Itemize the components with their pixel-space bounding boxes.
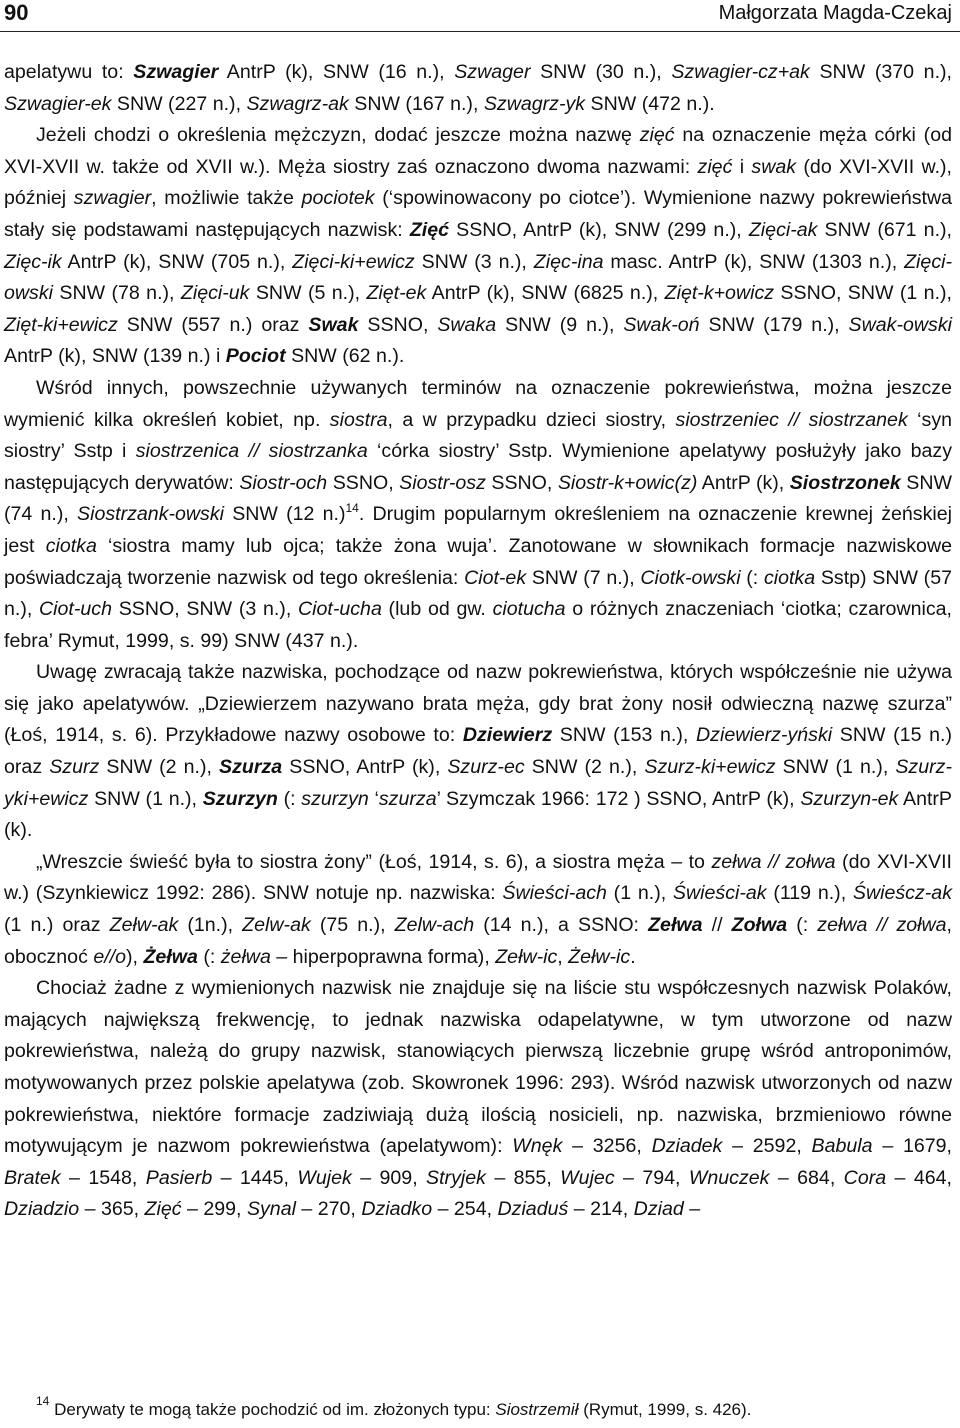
italic-term: Szurzyn-ek <box>800 787 899 810</box>
bold-italic-term: Szwagier <box>133 61 219 83</box>
italic-term: ciotucha <box>492 598 566 621</box>
italic-term: Zięt-k+owicz <box>664 282 775 305</box>
italic-term: Ciotk-owski <box>640 566 741 589</box>
text-run: – 214, <box>568 1198 634 1221</box>
footnote <box>36 1394 936 1422</box>
paragraph <box>4 120 952 373</box>
running-head-author: Małgorzata Magda-Czekaj <box>718 2 952 24</box>
italic-term: Swak-oń <box>623 313 700 336</box>
text-run: SNW (3 n.), <box>414 250 534 273</box>
body-text <box>4 57 952 1226</box>
italic-term: Siostrzemił <box>495 1400 579 1419</box>
paragraph <box>4 973 952 1226</box>
text-run: SNW (2 n.), <box>524 756 645 779</box>
italic-term: Siostrzank-owski <box>77 503 225 526</box>
text-run: Chociaż żadne z wymienionych nazwisk nie znajduje się na liście stu współczesnych nazwisk Polaków, mających największą frekwencję, to jednak nazwiska odapelatywne, w tym utworzone od nazw pokrewieństwa, należą do grupy nazwisk, stanowiących pierwszą liczebnie grupę wśród antroponimów, motywowanych przez polskie apelatywa (zob. Skowronek 1996: 293). Wśród nazwisk utworzonych od nazw pokrewieństwa, niektóre formacje zadziwiają dużą ilością nosicieli, np. nazwiska, brzmieniowo równe motywującym je nazwom pokrewieństwa (apelatywom): <box>4 977 952 1158</box>
text-run: – 855, <box>485 1166 561 1189</box>
text-run: ’ Szymczak 1966: 172 ) SSNO, AntrP (k), <box>436 787 801 810</box>
text-run: (1 n.), <box>606 882 673 905</box>
italic-term: zełwa // zołwa <box>817 914 947 937</box>
italic-term: Stryjek <box>426 1166 486 1189</box>
italic-term: Swak-owski <box>848 313 952 336</box>
italic-term: Szurz <box>49 756 100 779</box>
text-run: SNW (12 n.) <box>224 503 346 526</box>
text-run: ), <box>126 945 144 968</box>
text-run: – 684, <box>769 1166 844 1189</box>
text-run: – 2592, <box>722 1135 812 1158</box>
paragraph <box>4 657 952 847</box>
paragraph <box>4 847 952 973</box>
text-run: ‘syn siostry’ Sstp i <box>4 408 953 463</box>
italic-term: Zięc-ik <box>4 250 62 273</box>
text-run: SSNO, AntrP (k), <box>282 756 448 779</box>
text-run: Wśród innych, powszechnie używanych terminów na oznaczenie pokrewieństwa, można jeszcze wymienić kilka określeń kobiet, np. <box>4 376 952 431</box>
italic-term: Szurz-ec <box>447 756 525 779</box>
italic-term: ciotka <box>763 566 816 589</box>
italic-term: Zelw-ach <box>394 914 475 937</box>
italic-term: Zięci-ki+ewicz <box>292 250 415 273</box>
text-run: AntrP (k). <box>4 787 953 842</box>
text-run: (: <box>197 945 221 968</box>
text-run: , a w przypadku dzieci siostry, <box>387 408 676 431</box>
text-run: . Drugim popularnym określeniem na oznaczenie krewnej żeńskiej jest <box>4 503 952 557</box>
italic-term: Wnęk <box>512 1135 563 1158</box>
italic-term: Ciot-ucha <box>297 598 382 621</box>
italic-term: zięć <box>697 155 733 178</box>
text-run: (lub od gw. <box>381 598 493 621</box>
text-run: (1n.), <box>178 914 243 937</box>
page-header <box>0 0 960 30</box>
italic-term: Dziadko <box>361 1198 433 1221</box>
text-run: (do XVI-XVII w.) (Szynkiewicz 1992: 286). SNW notuje np. nazwiska: <box>4 850 953 905</box>
text-run: ‘siostra mamy lub ojca; także żona wuja’. Zanotowane w słownikach formacje nazwiskowe poświadczają tworzenie nazwisk od tego określenia: <box>4 534 952 589</box>
text-run: apelatywu to: <box>4 61 134 83</box>
italic-term: Ciot-uch <box>39 598 112 621</box>
italic-term: zięć <box>639 124 675 147</box>
text-run: (do XVI-XVII w.), później <box>4 155 953 210</box>
bold-italic-term: Dziewierz <box>462 724 553 747</box>
italic-term: swak <box>751 155 797 178</box>
italic-term: żełwa <box>220 945 271 968</box>
italic-term: Świeści-ach <box>502 882 607 905</box>
text-run: SNW (179 n.), <box>699 313 849 336</box>
text-run: (1 n.) oraz <box>4 914 110 937</box>
text-run: , możliwie także <box>151 187 302 210</box>
bold-italic-term: Szurza <box>219 756 283 779</box>
text-run: (Rymut, 1999, s. 426). <box>578 1400 752 1419</box>
italic-term: Zięc-ina <box>533 250 604 273</box>
text-run: Uwagę zwracają także nazwiska, pochodzące od nazw pokrewieństwa, których współcześnie nie używa się jako apelatywów. „Dziewierzem nazywano brata męża, gdy brat żony nosił odwieczną nazwę szurza” (Łoś, 1914, s. 6). Przykładowe nazwy osobowe to: <box>4 661 952 747</box>
italic-term: Zięci-ak <box>748 218 818 241</box>
text-run: AntrP (k), SNW (139 n.) i <box>4 345 226 368</box>
text-run: Sstp) SNW (57 n.), <box>4 566 952 621</box>
text-run: i <box>732 155 752 178</box>
bold-italic-term: Żełwa <box>143 945 198 968</box>
bold-italic-term: Zięć <box>409 218 450 241</box>
italic-term: Szwagrz-yk <box>483 92 586 115</box>
italic-term: Siostr-och <box>239 471 328 494</box>
text-run: AntrP (k), <box>697 471 790 494</box>
italic-term: Synal <box>246 1198 296 1221</box>
text-run: SNW (74 n.), <box>4 471 952 526</box>
text-run: SNW (671 n.), <box>817 218 952 241</box>
italic-term: szurza <box>378 787 437 810</box>
italic-term: Wnuczek <box>688 1166 770 1189</box>
italic-term: Dziadzio <box>4 1198 80 1221</box>
page-number: 90 <box>4 0 29 25</box>
italic-term: Szwagier-ek <box>4 92 112 115</box>
italic-term: Wujec <box>560 1166 615 1189</box>
text-run: „Wreszcie świeść była to siostra żony” (Łoś, 1914, s. 6), a siostra męża – to <box>36 850 712 873</box>
bold-italic-term: Siostrzonek <box>789 471 901 494</box>
text-run: (: <box>787 914 818 937</box>
text-run: (‘spowinowacony po ciotce’). Wymienione nazwy pokrewieństwa stały się podstawami następujących nazwisk: <box>4 187 953 241</box>
italic-term: Szwagier-cz+ak <box>671 61 810 83</box>
text-run: SNW (167 n.), <box>348 92 484 115</box>
text-run: o różnych znaczeniach ‘ciotka; czarownica, febra’ Rymut, 1999, s. 99) SNW (437 n.). <box>4 598 952 652</box>
text-run: – 464, <box>886 1166 952 1189</box>
italic-term: Szwager <box>454 61 531 83</box>
italic-term: Szurz-yki+ewicz <box>4 756 952 810</box>
bold-italic-term: Szurzyn <box>202 787 278 810</box>
text-run: SSNO, <box>327 471 400 494</box>
text-run: SNW (1 n.), <box>88 787 203 810</box>
bold-italic-term: Swak <box>308 313 359 336</box>
text-run: SNW (370 n.), <box>809 61 952 83</box>
text-run: (14 n.), a SSNO: <box>474 914 649 937</box>
text-run: SNW (227 n.), <box>111 92 247 115</box>
text-run: SNW (62 n.). <box>285 345 405 368</box>
text-run: SNW (557 n.) oraz <box>117 313 309 336</box>
text-run: SSNO, SNW (1 n.), <box>774 282 952 305</box>
text-run: SNW (153 n.), <box>552 724 697 747</box>
italic-term: siostrzeniec // siostrzanek <box>675 408 908 431</box>
italic-term: Dziadek <box>651 1135 723 1158</box>
italic-term: Zięć <box>144 1198 182 1221</box>
italic-term: Wujek <box>297 1166 352 1189</box>
text-run: – 365, <box>79 1198 145 1221</box>
italic-term: Szurz-ki+ewicz <box>644 756 776 779</box>
text-run: AntrP (k), SNW (705 n.), <box>61 250 293 273</box>
text-run: – 270, <box>295 1198 362 1221</box>
text-run: SNW (15 n.) oraz <box>4 724 952 779</box>
italic-term: e//o <box>93 945 127 968</box>
italic-term: Dziaduś <box>497 1198 569 1221</box>
text-run: . <box>630 945 636 968</box>
text-run: AntrP (k), SNW (16 n.), <box>218 61 455 83</box>
bold-italic-term: Zełwa <box>648 914 703 937</box>
paragraph <box>4 373 952 657</box>
text-run: SSNO, <box>358 313 438 336</box>
italic-term: ciotka <box>45 534 97 557</box>
text-run: , <box>557 945 569 968</box>
italic-term: Zięci-owski <box>4 250 952 305</box>
bold-italic-term: Zołwa <box>731 914 788 937</box>
italic-term: pociotek <box>301 187 375 210</box>
text-run: – 909, <box>351 1166 427 1189</box>
footnote-marker: 14 <box>36 1394 50 1408</box>
text-run: // <box>702 914 732 937</box>
text-run: na oznaczenie męża córki (od XVI-XVII w. także od XVII w.). Męża siostry zaś oznaczono dwoma nazwami: <box>4 124 952 178</box>
text-run: SSNO, <box>485 471 558 494</box>
italic-term: Zelw-ak <box>242 914 311 937</box>
italic-term: Babula <box>811 1135 873 1158</box>
text-run: SNW (1 n.), <box>775 756 896 779</box>
text-run: – <box>683 1198 701 1221</box>
text-run: Jeżeli chodzi o określenia mężczyzn, dodać jeszcze można nazwę <box>36 124 640 147</box>
italic-term: siostrzenica // siostrzanka <box>135 440 368 463</box>
italic-term: Świeścz-ak <box>852 882 952 905</box>
text-run: SNW (78 n.), <box>53 282 181 305</box>
italic-term: zełwa // zołwa <box>711 850 836 873</box>
italic-term: Żełw-ic <box>568 945 631 968</box>
italic-term: szurzyn <box>301 787 369 810</box>
bold-italic-term: Pociot <box>225 345 286 368</box>
italic-term: Zięci-uk <box>180 282 250 305</box>
paragraph <box>4 57 952 120</box>
text-run: ‘ <box>368 787 379 810</box>
text-run: (: <box>277 787 302 810</box>
text-run: – 794, <box>614 1166 689 1189</box>
text-run: – 3256, <box>562 1135 652 1158</box>
italic-term: Cora <box>843 1166 887 1189</box>
italic-term: Zełw-ak <box>109 914 179 937</box>
italic-term: Świeści-ak <box>672 882 767 905</box>
text-run: (119 n.), <box>766 882 853 905</box>
text-run: SNW (7 n.), <box>526 566 641 589</box>
text-run: SSNO, AntrP (k), SNW (299 n.), <box>449 218 749 241</box>
text-run: ‘córka siostry’ Sstp. Wymienione apelatywy posłużyły jako bazy następujących derywatów: <box>4 440 952 494</box>
footnote-reference: 14 <box>345 501 359 516</box>
header-rule <box>0 31 960 32</box>
italic-term: Ciot-ek <box>464 566 527 589</box>
text-run: , obocznoć <box>4 914 952 968</box>
italic-term: siostra <box>329 408 388 431</box>
italic-term: Zełw-ic <box>495 945 558 968</box>
italic-term: Siostr-osz <box>399 471 486 494</box>
text-run: – 1679, <box>872 1135 952 1158</box>
text-run: – 1548, <box>60 1166 146 1189</box>
text-run: (75 n.), <box>310 914 395 937</box>
text-run: Derywaty te mogą także pochodzić od im. złożonych typu: <box>54 1400 496 1419</box>
italic-term: Pasierb <box>145 1166 213 1189</box>
text-run: AntrP (k), SNW (6825 n.), <box>426 282 665 305</box>
text-run: – hiperpoprawna forma), <box>270 945 496 968</box>
text-run: (: <box>740 566 764 589</box>
footnote-text <box>54 1400 751 1419</box>
text-run: SSNO, SNW (3 n.), <box>112 598 298 621</box>
italic-term: Dziad <box>633 1198 684 1221</box>
italic-term: szwagier <box>73 187 152 210</box>
italic-term: Dziewierz-yński <box>696 724 833 747</box>
italic-term: Bratek <box>4 1166 61 1189</box>
text-run: SNW (30 n.), <box>530 61 672 83</box>
text-run: SNW (9 n.), <box>496 313 624 336</box>
text-run: masc. AntrP (k), SNW (1303 n.), <box>603 250 905 273</box>
italic-term: Zięt-ek <box>366 282 427 305</box>
text-run: SNW (472 n.). <box>585 92 715 115</box>
italic-term: Swaka <box>437 313 497 336</box>
text-run: SNW (2 n.), <box>99 756 220 779</box>
italic-term: Siostr-k+owic(z) <box>557 471 698 494</box>
text-run: – 1445, <box>212 1166 298 1189</box>
text-run: SNW (5 n.), <box>249 282 367 305</box>
italic-term: Zięt-ki+ewicz <box>4 313 118 336</box>
text-run: – 299, <box>181 1198 247 1221</box>
italic-term: Szwagrz-ak <box>246 92 349 115</box>
text-run: – 254, <box>432 1198 498 1221</box>
